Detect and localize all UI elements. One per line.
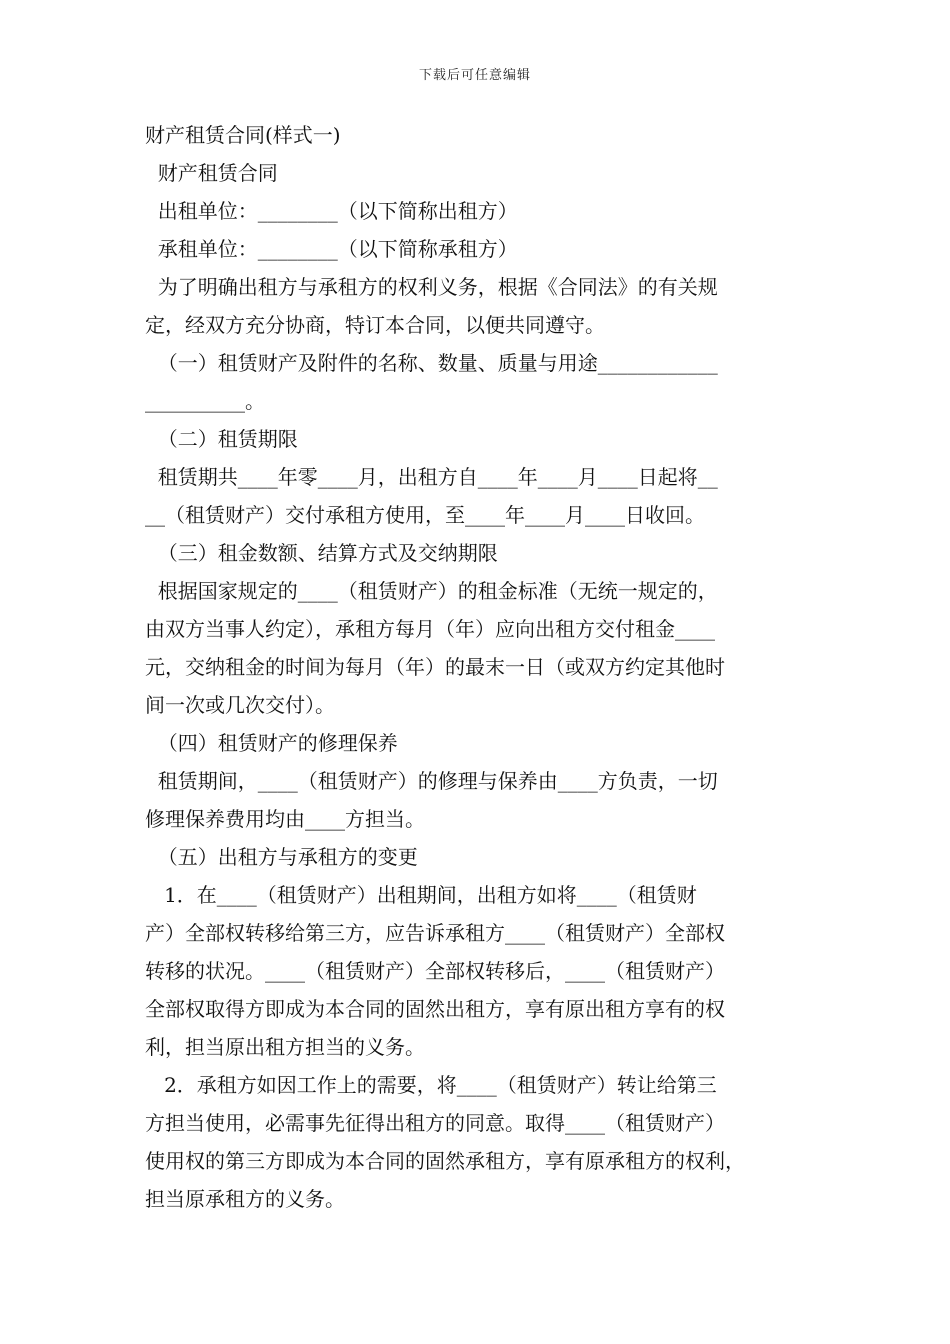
section-heading: （四）租赁财产的修理保养 xyxy=(145,731,398,755)
section-heading: （一）租赁财产及附件的名称、数量、质量与用途____________ xyxy=(145,351,718,375)
contract-title: 财产租赁合同 xyxy=(145,161,278,185)
paragraph-line: 租赁期共____年零____月，出租方自____年____月____日起将__ xyxy=(145,465,718,489)
section-heading: （三）租金数额、结算方式及交纳期限 xyxy=(145,541,498,565)
document-body xyxy=(145,116,817,1218)
lessee-line: 承租单位：________（以下简称承租方） xyxy=(145,237,518,261)
intro-line: 定，经双方充分协商，特订本合同，以便共同遵守。 xyxy=(145,313,605,337)
paragraph-line: 产）全部权转移给第三方，应告诉承租方____（租赁财产）全部权 xyxy=(145,921,725,945)
paragraph-line: 修理保养费用均由____方担当。 xyxy=(145,807,425,831)
paragraph-line: __（租赁财产）交付承租方使用，至____年____月____日收回。 xyxy=(145,503,705,527)
section-heading: （五）出租方与承租方的变更 xyxy=(145,845,418,869)
paragraph-line: 方担当使用，必需事先征得出租方的同意。取得____（租赁财产） xyxy=(145,1111,725,1135)
paragraph-line: 使用权的第三方即成为本合同的固然承租方，享有原承租方的权利， xyxy=(145,1149,745,1173)
intro-line: 为了明确出租方与承租方的权利义务，根据《合同法》的有关规 xyxy=(145,275,718,299)
paragraph-line: 利，担当原出租方担当的义务。 xyxy=(145,1035,425,1059)
paragraph-line: 1．在____（租赁财产）出租期间，出租方如将____（租赁财 xyxy=(145,883,697,907)
paragraph-line: 由双方当事人约定），承租方每月（年）应向出租方交付租金____ xyxy=(145,617,715,641)
paragraph-line: 根据国家规定的____（租赁财产）的租金标准（无统一规定的， xyxy=(145,579,718,603)
section-heading: （二）租赁期限 xyxy=(145,427,298,451)
paragraph-line: 2．承租方如因工作上的需要，将____（租赁财产）转让给第三 xyxy=(145,1073,717,1097)
document-title: 财产租赁合同(样式一) xyxy=(145,123,341,147)
lessor-line: 出租单位：________（以下简称出租方） xyxy=(145,199,518,223)
paragraph-line: 全部权取得方即成为本合同的固然出租方，享有原出租方享有的权 xyxy=(145,997,725,1021)
paragraph-line: 元，交纳租金的时间为每月（年）的最末一日（或双方约定其他时 xyxy=(145,655,725,679)
paragraph-line: 租赁期间，____（租赁财产）的修理与保养由____方负责，一切 xyxy=(145,769,718,793)
paragraph-line: 转移的状况。____（租赁财产）全部权转移后，____（租赁财产） xyxy=(145,959,725,983)
paragraph-line: 担当原承租方的义务。 xyxy=(145,1187,345,1211)
paragraph-line: 间一次或几次交付）。 xyxy=(145,693,335,717)
paragraph-line: __________。 xyxy=(145,389,265,413)
header-note: 下载后可任意编辑 xyxy=(418,68,531,83)
